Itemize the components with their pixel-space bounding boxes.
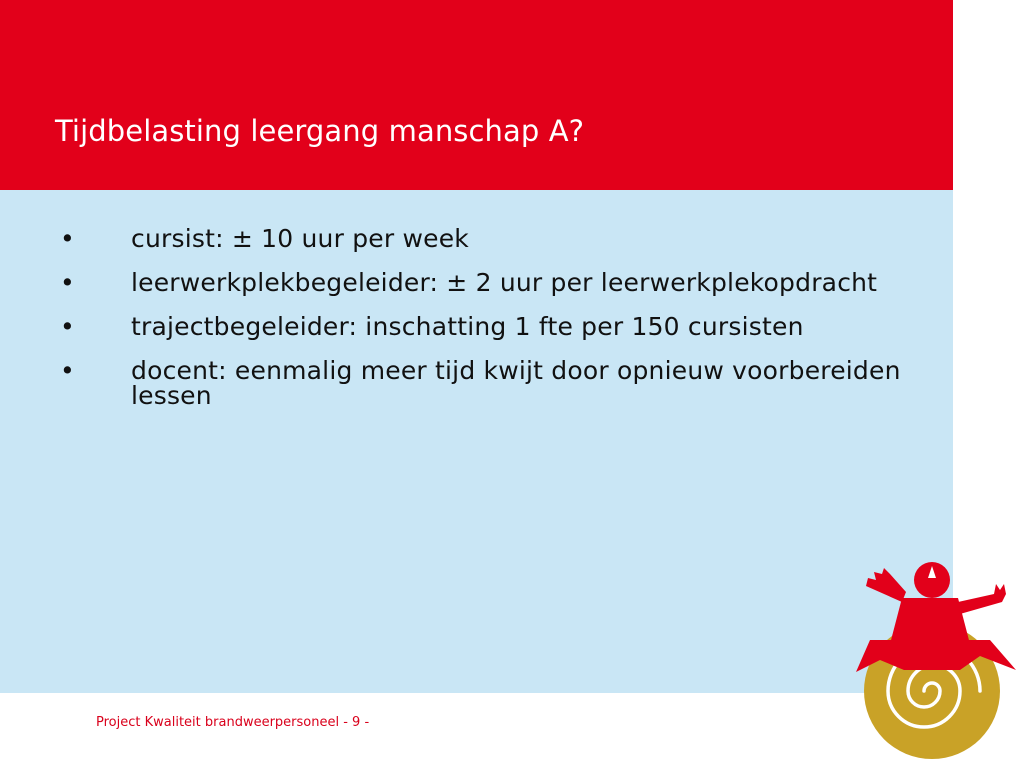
bullet-marker: •: [60, 312, 75, 341]
bullet-item: [60, 270, 920, 295]
bullet-text: docent: eenmalig meer tijd kwijt door opnieuw voorbereiden lessen: [131, 356, 901, 410]
slide-title: Tijdbelasting leergang manschap A?: [55, 114, 585, 148]
header-band: [0, 0, 953, 190]
bullet-text: trajectbegeleider: inschatting 1 fte per 150 cursisten: [131, 312, 804, 341]
bullet-item: [60, 314, 920, 339]
bullet-marker: •: [60, 224, 75, 253]
figure-on-spiral-logo-icon: [840, 548, 1024, 760]
bullet-list: [60, 226, 920, 427]
bullet-marker: •: [60, 356, 75, 385]
footer-text: Project Kwaliteit brandweerpersoneel - 9 -: [96, 715, 370, 730]
bullet-marker: •: [60, 268, 75, 297]
bullet-item: [60, 358, 920, 408]
bullet-text: leerwerkplekbegeleider: ± 2 uur per leerwerkplekopdracht: [131, 268, 878, 297]
bullet-text: cursist: ± 10 uur per week: [131, 224, 469, 253]
bullet-item: [60, 226, 920, 251]
